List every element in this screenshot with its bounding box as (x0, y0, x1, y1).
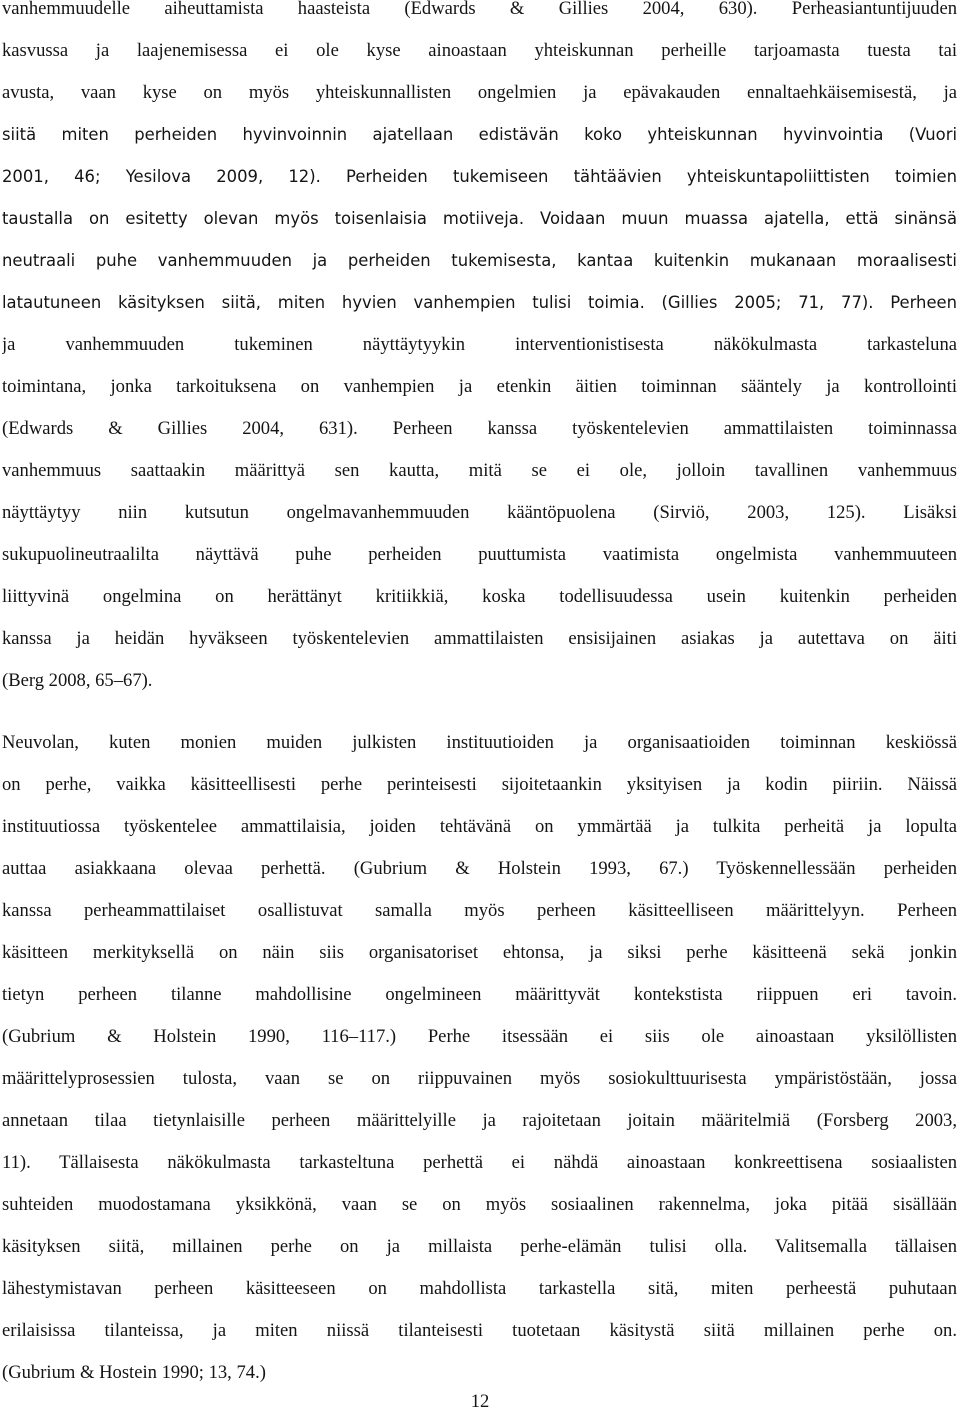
text-line: tietyn perheen tilanne mahdollisine ongelmineen määrittyvät kontekstista riippuen eri tavoin. (2, 984, 957, 1005)
text-line: Neuvolan, kuten monien muiden julkisten instituutioiden ja organisaatioiden toiminnan keskiössä (2, 732, 957, 753)
text-line: ja vanhemmuuden tukeminen näyttäytyykin interventionistisesta näkökulmasta tarkasteluna (2, 334, 957, 355)
text-line: suhteiden muodostamana yksikkönä, vaan se on myös sosiaalinen rakennelma, joka pitää sisällään (2, 1194, 957, 1215)
text-line: 11). Tällaisesta näkökulmasta tarkasteltuna perhettä ei nähdä ainoastaan konkreettisena sosiaalisten (2, 1152, 957, 1173)
text-line: erilaisissa tilanteissa, ja miten niissä tilanteisesti tuotetaan käsitystä siitä millainen perhe on. (2, 1320, 957, 1341)
text-line: liittyvinä ongelmina on herättänyt kritiikkiä, koska todellisuudessa usein kuitenkin perheiden (2, 586, 957, 607)
text-line: sukupuolineutraalilta näyttävä puhe perheiden puuttumista vaatimista ongelmista vanhemmuuteen (2, 544, 957, 565)
text-line: neutraali puhe vanhemmuuden ja perheiden tukemisesta, kantaa kuitenkin mukanaan moraalisesti (2, 251, 957, 270)
text-line: avusta, vaan kyse on myös yhteiskunnallisten ongelmien ja epävakauden ennaltaehkäisemisestä, ja (2, 82, 957, 103)
text-line: toimintana, jonka tarkoituksena on vanhempien ja etenkin äitien toiminnan sääntely ja kontrollointi (2, 376, 957, 397)
text-line: on perhe, vaikka käsitteellisesti perhe perinteisesti sijoitetaankin yksityisen ja kodin piiriin. Näissä (2, 774, 957, 795)
text-line: 2001, 46; Yesilova 2009, 12). Perheiden tukemiseen tähtäävien yhteiskuntapoliittisten toimien (2, 167, 957, 186)
text-line: käsityksen siitä, millainen perhe on ja millaista perhe-elämän tulisi olla. Valitsemalla tällaisen (2, 1236, 957, 1257)
text-line: taustalla on esitetty olevan myös toisenlaisia motiiveja. Voidaan muun muassa ajatella, että sinänsä (2, 209, 957, 228)
text-line: käsitteen merkityksellä on näin siis organisatoriset ehtonsa, ja siksi perhe käsitteenä sekä jonkin (2, 942, 957, 963)
text-line: instituutiossa työskentelee ammattilaisia, joiden tehtävänä on ymmärtää ja tulkita perheitä ja lopulta (2, 816, 957, 837)
text-line: annetaan tilaa tietynlaisille perheen määrittelyille ja rajoitetaan joitain määritelmiä (Forsberg 2003, (2, 1110, 957, 1131)
text-line: lähestymistavan perheen käsitteeseen on mahdollista tarkastella sitä, miten perheestä puhutaan (2, 1278, 957, 1299)
text-line: (Gubrium & Hostein 1990; 13, 74.) (2, 1362, 266, 1383)
text-line: (Berg 2008, 65–67). (2, 670, 153, 691)
text-line: kanssa ja heidän hyväkseen työskentelevien ammattilaisten ensisijainen asiakas ja autettava on äiti (2, 628, 957, 649)
text-line: vanhemmuudelle aiheuttamista haasteista (Edwards & Gillies 2004, 630). Perheasiantuntijuuden (2, 0, 957, 19)
page-number: 12 (470, 1391, 490, 1412)
text-line: kanssa perheammattilaiset osallistuvat samalla myös perheen käsitteelliseen määrittelyyn. Perheen (2, 900, 957, 921)
text-line: siitä miten perheiden hyvinvoinnin ajatellaan edistävän koko yhteiskunnan hyvinvointia (Vuori (2, 125, 957, 144)
text-line: vanhemmuus saattaakin määrittyä sen kautta, mitä se ei ole, jolloin tavallinen vanhemmuus (2, 460, 957, 481)
text-line: latautuneen käsityksen siitä, miten hyvien vanhempien tulisi toimia. (Gillies 2005; 71, 77). Perheen (2, 293, 957, 312)
text-line: auttaa asiakkaana olevaa perhettä. (Gubrium & Holstein 1993, 67.) Työskennellessään perheiden (2, 858, 957, 879)
text-line: (Edwards & Gillies 2004, 631). Perheen kanssa työskentelevien ammattilaisten toiminnassa (2, 418, 957, 439)
text-line: kasvussa ja laajenemisessa ei ole kyse ainoastaan yhteiskunnan perheille tarjoamasta tuesta tai (2, 40, 957, 61)
text-line: määrittelyprosessien tulosta, vaan se on riippuvainen myös sosiokulttuurisesta ympäristöstään, jossa (2, 1068, 957, 1089)
text-line: näyttäytyy niin kutsutun ongelmavanhemmuuden kääntöpuolena (Sirviö, 2003, 125). Lisäksi (2, 502, 957, 523)
text-line: (Gubrium & Holstein 1990, 116–117.) Perhe itsessään ei siis ole ainoastaan yksilöllisten (2, 1026, 957, 1047)
